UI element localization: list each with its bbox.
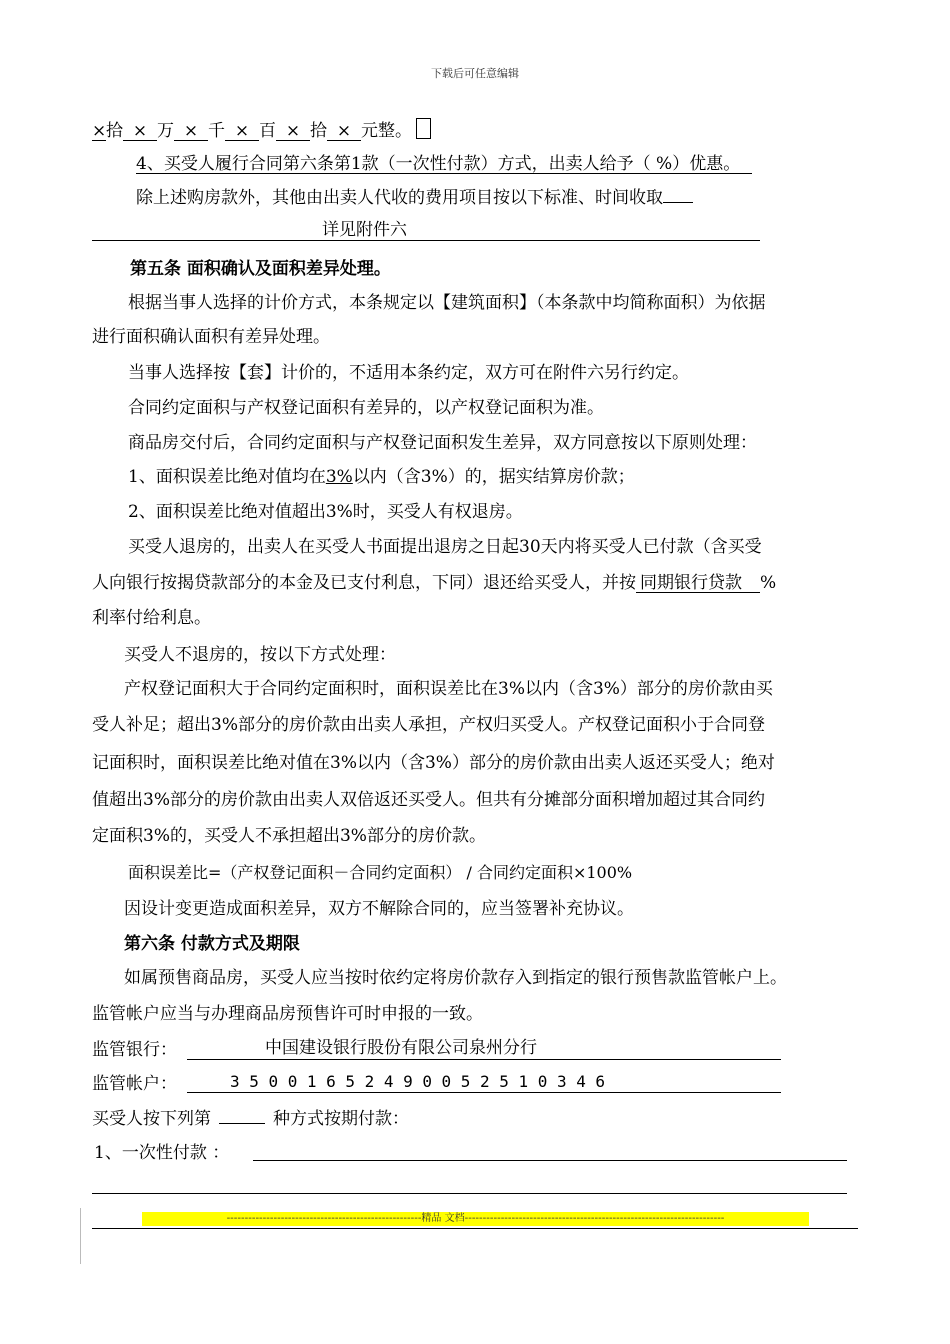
unit-qian: 千 [208,121,225,141]
para-line: 受人补足；超出3%部分的房价款由出卖人承担，产权归买受人。产权登记面积小于合同登 [92,715,765,735]
principle-2: 2、面积误差比绝对值超出3%时，买受人有权退房。 [128,502,523,522]
para-line: 因设计变更造成面积差异，双方不解除合同的，应当签署补充协议。 [124,899,634,919]
article-5-heading: 第五条 面积确认及面积差异处理。 [130,259,391,279]
amount-blank: × [174,122,208,141]
interest-pct: % [760,573,777,593]
unit-bai: 百 [259,121,276,141]
fees-blank[interactable] [663,202,693,203]
account-label: 监管帐户： [92,1074,177,1094]
principle-1-c: 以内（含3%）的，据实结算房价款； [352,467,635,487]
annex6-underline [92,240,760,241]
para-line: 商品房交付后，合同约定面积与产权登记面积发生差异，双方同意按以下原则处理： [128,433,757,453]
account-line [92,1074,177,1094]
clause-4-text: 4、买受人履行合同第六条第1款（一次性付款）方式，出卖人给予（ %）优惠。 [136,155,752,174]
bank-label: 监管银行： [92,1040,177,1060]
payment-method-a: 买受人按下列第 [92,1109,211,1129]
other-fees-text: 除上述购房款外，其他由出卖人代收的费用项目按以下标准、时间收取 [136,188,663,208]
para-line: 当事人选择按【套】计价的，不适用本条约定，双方可在附件六另行约定。 [128,363,689,383]
bank-underline [187,1059,781,1060]
formula-line: 面积误差比=（产权登记面积－合同约定面积） / 合同约定面积×100% [128,863,633,882]
bank-line [92,1040,177,1060]
account-underline [187,1092,781,1093]
para-line: 合同约定面积与产权登记面积有差异的，以产权登记面积为准。 [128,398,604,418]
amount-blank: × [92,121,107,141]
checkbox[interactable] [416,118,431,139]
footer-rule [92,1228,858,1229]
amount-blank: × [225,122,259,141]
payment-method-blank[interactable] [219,1123,265,1124]
amount-blank: × [276,122,310,141]
para-line: 利率付给利息。 [92,608,211,628]
para-line: 买受人退房的，出卖人在买受人书面提出退房之日起30天内将买受人已付款（含买受 [128,537,762,557]
para-line: 进行面积确认面积有差异处理。 [92,327,330,347]
para-line: 记面积时，面积误差比绝对值在3%以内（含3%）部分的房价款由出卖人返还买受人；绝对 [92,753,775,773]
payment-method-line [92,1109,409,1129]
clause-4-discount [136,154,752,174]
payment-method-b: 种方式按期付款： [273,1109,409,1129]
unit-shi: 拾 [106,121,123,141]
bank-value[interactable]: 中国建设银行股份有限公司泉州分行 [265,1038,537,1058]
other-fees-line [136,188,693,208]
amount-blank: × [123,122,157,141]
principle-1-pct: 3% [325,467,353,487]
amount-line [92,118,431,141]
amount-blank: × [327,122,361,141]
para-line: 值超出3%部分的房价款由出卖人双倍返还买受人。但共有分摊部分面积增加超过其合同约 [92,790,765,810]
blank-underline [92,1193,847,1194]
article-6-heading: 第六条 付款方式及期限 [124,934,300,954]
para-line: 监管帐户应当与办理商品房预售许可时申报的一致。 [92,1004,483,1024]
unit-wan: 万 [157,121,174,141]
page-header: 下载后可任意编辑 [431,67,519,80]
margin-bar [80,1208,81,1264]
interest-line [92,573,776,593]
principle-1 [128,467,635,487]
para-line: 如属预售商品房，买受人应当按时依约定将房价款存入到指定的银行预售款监管帐户上。 [124,968,787,988]
account-value[interactable]: 35001652490052510346 [230,1072,615,1091]
footer-band: ------------------------------------------------------精品 文档------------------------------------------------------------------------ [142,1212,809,1226]
lump-sum-underline [253,1160,847,1161]
annex6-text: 详见附件六 [322,220,407,240]
lump-sum-line: 1、一次性付款 ： [94,1143,230,1163]
interest-a: 人向银行按揭贷款部分的本金及已支付利息，下同）退还给买受人，并按 [92,573,636,593]
para-line: 定面积3%的，买受人不承担超出3%部分的房价款。 [92,826,486,846]
unit-shi2: 拾 [310,121,327,141]
unit-yuan: 元整。 [361,121,412,141]
principle-1-a: 1、面积误差比绝对值均在 [128,467,326,487]
para-line: 买受人不退房的，按以下方式处理： [124,645,396,665]
para-line: 产权登记面积大于合同约定面积时，面积误差比在3%以内（含3%）部分的房价款由买 [124,679,773,699]
para-line: 根据当事人选择的计价方式，本条规定以【建筑面积】（本条款中均简称面积）为依据 [128,293,766,313]
interest-rate-field[interactable]: 同期银行贷款 [636,574,760,593]
